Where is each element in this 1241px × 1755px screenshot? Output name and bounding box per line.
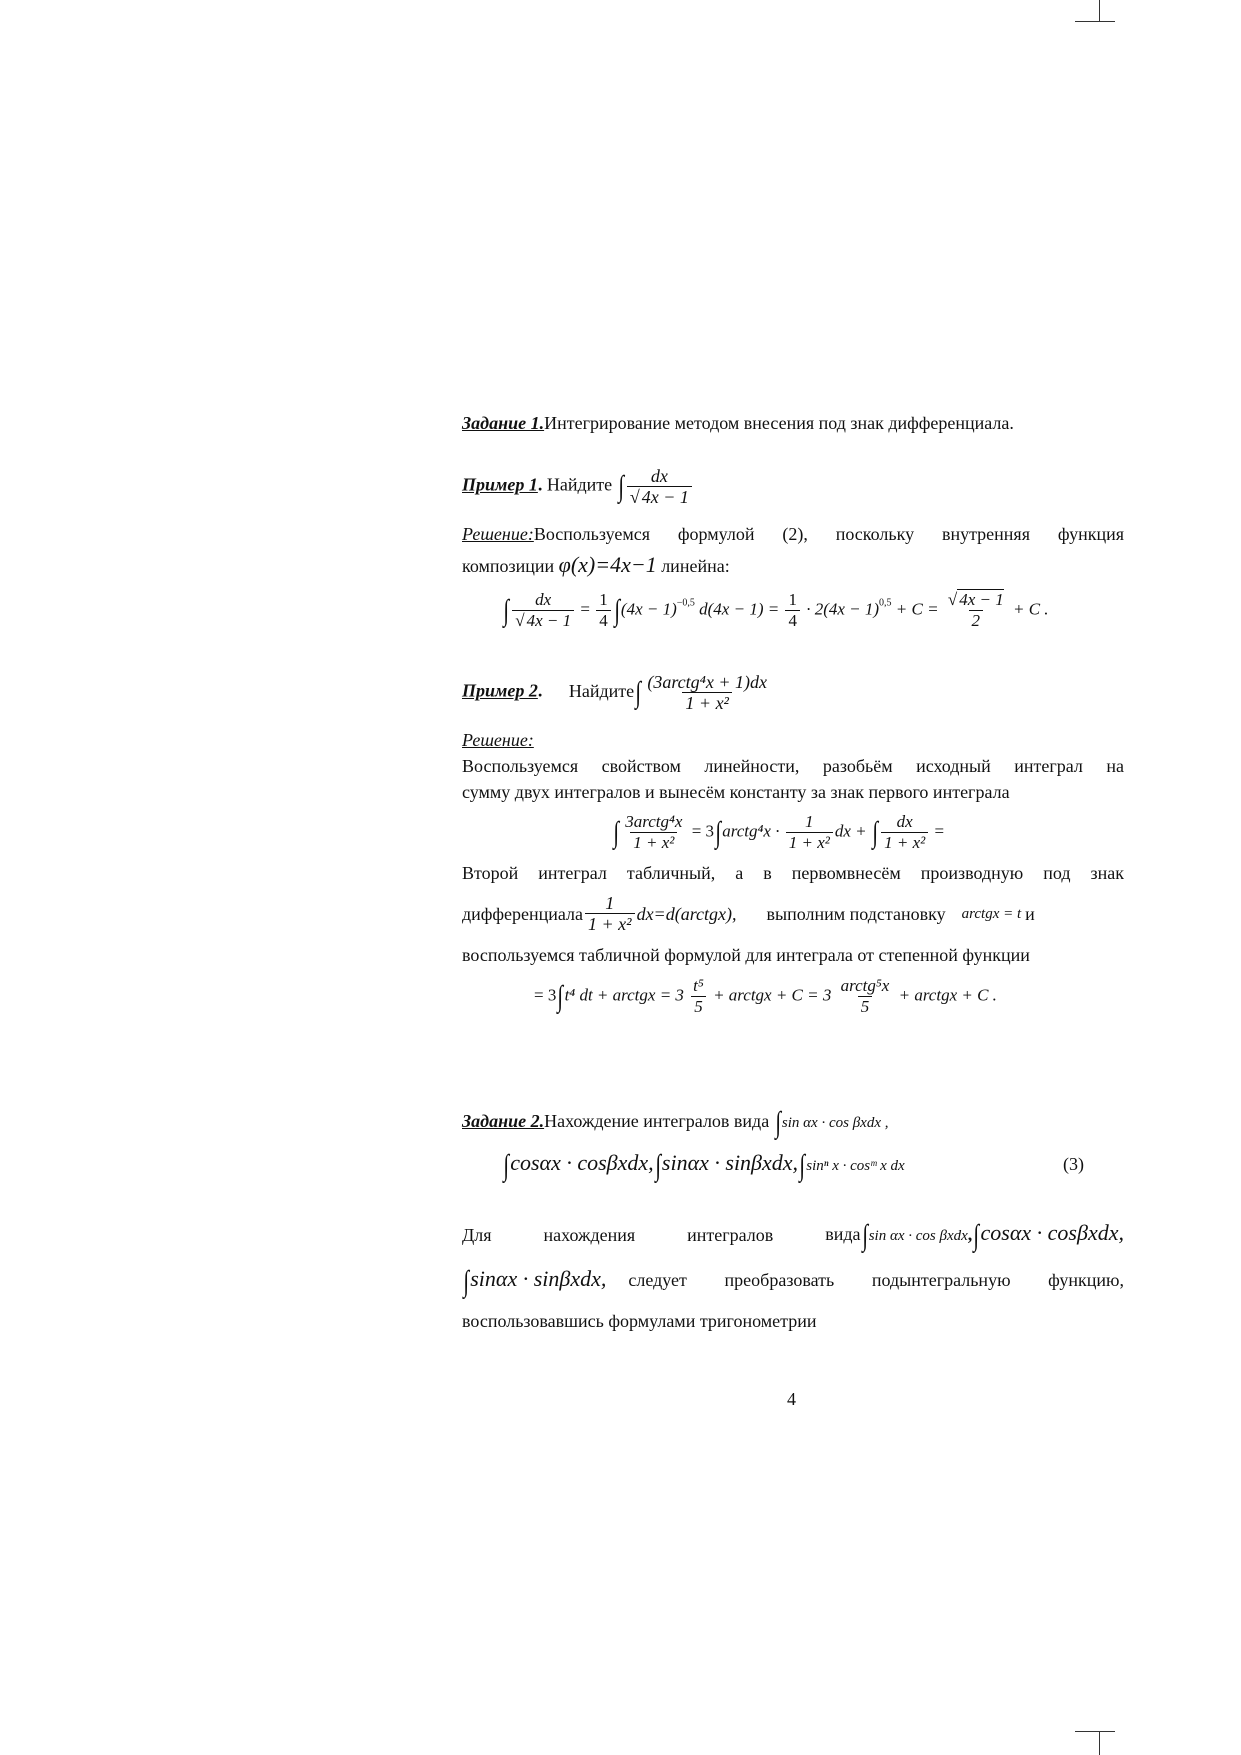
p2-expr: dx=d(arctgx), [636, 903, 737, 924]
f2a-den2: 1 + x² [786, 832, 833, 853]
task2-p-comma: , [967, 1224, 973, 1244]
integral-sign: ∫ [613, 815, 619, 849]
task2-eq-number: (3) [1063, 1154, 1084, 1174]
example2-find: Найдите [568, 680, 635, 701]
example1-dot: . [537, 474, 543, 495]
f2a-frac1 [622, 812, 685, 853]
example2-p1-text2: сумму двух интегралов и вынесём константу за знак первого интеграла [462, 782, 1010, 802]
task2-p-w4: вида [825, 1224, 861, 1244]
example1-phi: φ(x)=4x−1 [558, 552, 657, 577]
integral-sign: ∫ [503, 593, 509, 627]
task2-p-line2 [462, 1264, 1124, 1298]
task2-title: Задание 2. [462, 1111, 545, 1131]
p2-sub: arctgx = t [961, 905, 1022, 922]
f1-lhs-frac [512, 590, 574, 631]
example2-line [462, 672, 772, 713]
example2-label: Пример 2 [462, 680, 538, 701]
integral-sign: ∫ [774, 1105, 781, 1139]
example2-p2-line1 [462, 862, 1124, 884]
example2-p3-line [462, 944, 1030, 966]
f1-exp1: −0,5 [676, 597, 695, 609]
f2b-mid: + arctgx + C = 3 [713, 985, 832, 1005]
task2-line2b: sinαx · sinβxdx, [661, 1150, 799, 1175]
task1-title: Задание 1. [462, 413, 545, 433]
integral-sign: ∫ [654, 1148, 661, 1182]
task2-p-line2-expr-group [462, 1264, 607, 1298]
example1-solution-line2 [462, 554, 730, 577]
f2a-frac2 [786, 812, 833, 853]
f2a-den3: 1 + x² [881, 832, 928, 853]
f2b-t4: t⁴ dt + arctgx = 3 [564, 985, 684, 1005]
example2-formula1 [612, 812, 944, 853]
task2-p-line1 [462, 1218, 1124, 1252]
integral-sign: ∫ [635, 675, 642, 709]
example1-formula [502, 590, 1049, 631]
integral-sign: ∫ [861, 1218, 868, 1252]
task2-p-line3-text: воспользовавшись формулами тригонометрии [462, 1311, 817, 1331]
f2b-num2: arctg⁵x [840, 976, 890, 995]
f2a-eq3: = 3 [691, 821, 715, 841]
f1-mid: (4x − 1) [620, 599, 677, 619]
example1-fraction [627, 466, 692, 507]
crop-mark-top-vertical [1099, 0, 1100, 22]
example2-p2-text2a: дифференциала [462, 903, 584, 924]
task2-formula-line [502, 1148, 905, 1182]
f2a-dxplus: dx + [834, 821, 867, 841]
f1-quarter2 [785, 590, 800, 631]
example2-p1-text1: Воспользуемся свойством линейности, разобьём исходный интеграл на [462, 756, 1124, 776]
f1-res-num: 4x − 1 [959, 590, 1004, 609]
task2-line2a: cosαx · cosβxdx, [510, 1150, 654, 1175]
example2-dot: . [537, 680, 543, 701]
example2-fraction [644, 672, 770, 713]
crop-mark-bottom-vertical [1099, 1731, 1100, 1755]
f1-quarter [596, 590, 611, 631]
p2-frac-num: 1 [605, 893, 615, 913]
task2-text: Нахождение интегралов вида [544, 1111, 770, 1131]
f1-exp2: 0,5 [879, 597, 892, 609]
f1-eq: = [580, 599, 590, 619]
integral-sign: ∫ [503, 1148, 509, 1182]
example1-solution-text2b: линейна: [661, 556, 730, 576]
example1-den: 4x − 1 [641, 487, 689, 507]
f1-d: d(4x − 1) = [699, 599, 780, 619]
task2-p-expr2: cosαx · cosβxdx, [980, 1220, 1124, 1245]
example2-solution-label: Решение: [462, 730, 534, 750]
p2-frac-den: 1 + x² [585, 913, 635, 934]
task2-expr1: sin αx · cos βxdx , [781, 1115, 889, 1131]
task2-line2c: sinⁿ x · cosᵐ x dx [806, 1158, 905, 1174]
example1-solution-text2a: композиции [462, 556, 555, 576]
integral-sign: ∫ [973, 1218, 980, 1252]
f2a-end: = [934, 821, 945, 841]
example1-solution-label: Решение: [462, 524, 534, 544]
f1-plusC: + C = [895, 599, 939, 619]
f2b-den2: 5 [858, 996, 873, 1017]
integral-sign: ∫ [872, 815, 878, 849]
task2-p-line3 [462, 1310, 817, 1332]
example2-p2-text2c: и [1025, 903, 1035, 924]
f2a-frac3 [881, 812, 928, 853]
example2-p1-line2 [462, 781, 1010, 803]
f2b-end: + arctgx + C . [898, 985, 997, 1005]
f2b-frac2 [838, 976, 893, 1017]
f1-lhs-num: dx [535, 590, 552, 609]
task1-heading [462, 412, 1014, 434]
example1-solution-text1: Воспользуемся формулой (2), поскольку внутренняя функция [533, 524, 1124, 544]
example2-solution-label-line [462, 729, 534, 751]
f2a-num3: dx [896, 812, 913, 831]
task2-p-w2: нахождения [543, 1224, 636, 1245]
f2a-num1: 3arctg⁴x [625, 812, 683, 831]
task2-p-w1: Для [462, 1224, 492, 1245]
f1-one2: 1 [788, 590, 797, 609]
example2-p2-line2 [462, 893, 1124, 934]
task2-p-expr-group [825, 1218, 1124, 1252]
example1-label: Пример 1 [462, 474, 538, 495]
example1-den-wrap: √ 4x − 1 [627, 486, 692, 507]
integral-sign: ∫ [613, 593, 620, 627]
f1-res-num-wrap: √ 4x − 1 [947, 590, 1004, 609]
f2a-one: 1 [805, 812, 814, 831]
example1-find: Найдите [546, 474, 613, 495]
example2-p1-line1 [462, 755, 1124, 777]
task2-p-line2-expr: sinαx · sinβxdx, [470, 1266, 607, 1291]
f1-res-den: 2 [969, 610, 984, 631]
crop-mark-bottom-horizontal [1075, 1731, 1115, 1732]
f1-dot2: · 2(4x − 1) [806, 599, 880, 619]
integral-sign: ∫ [617, 469, 624, 503]
example1-num: dx [650, 466, 668, 486]
page-number: 4 [787, 1389, 796, 1409]
integral-sign: ∫ [557, 979, 564, 1013]
task2-p-expr1: sin αx · cos βxdx [868, 1228, 968, 1244]
f1-lhs-den-wrap: √ 4x − 1 [512, 610, 574, 631]
task2-heading [462, 1105, 889, 1139]
integral-sign: ∫ [715, 815, 722, 849]
f1-res-frac [945, 590, 1007, 631]
f1-lhs-den: 4x − 1 [526, 611, 572, 630]
f2a-den1: 1 + x² [630, 832, 677, 853]
f2a-mid: arctg⁴x · [722, 821, 780, 841]
f1-four2: 4 [785, 610, 800, 631]
f2b-den: 5 [691, 996, 706, 1017]
example2-p2-text2b: выполним подстановку [766, 903, 946, 924]
example2-p2-text1: Второй интеграл табличный, а в первомвнесём производную под знак [462, 863, 1124, 883]
task2-p-w3: интегралов [687, 1224, 774, 1245]
f1-end: + C . [1012, 599, 1049, 619]
f2b-num: t⁵ [693, 976, 704, 995]
example2-den: 1 + x² [682, 692, 732, 713]
p2-frac [585, 893, 635, 934]
integral-sign: ∫ [799, 1148, 806, 1182]
f2b-start: = 3 [534, 985, 557, 1005]
task1-text: Интегрирование методом внесения под знак дифференциала. [544, 413, 1014, 433]
example1-solution-line1 [462, 523, 1124, 545]
f2b-frac1 [690, 976, 707, 1017]
integral-sign: ∫ [463, 1264, 469, 1298]
example2-formula2 [534, 976, 997, 1017]
task2-p-line2-text: следует преобразовать подынтегральную функцию, [628, 1270, 1124, 1291]
example2-num: (3arctg⁴x + 1)dx [647, 672, 768, 692]
example1-line [462, 466, 694, 507]
crop-mark-top-horizontal [1075, 21, 1115, 22]
f1-one: 1 [599, 590, 608, 609]
example2-p3-text: воспользуемся табличной формулой для интеграла от степенной функции [462, 945, 1030, 965]
f1-four: 4 [596, 610, 611, 631]
